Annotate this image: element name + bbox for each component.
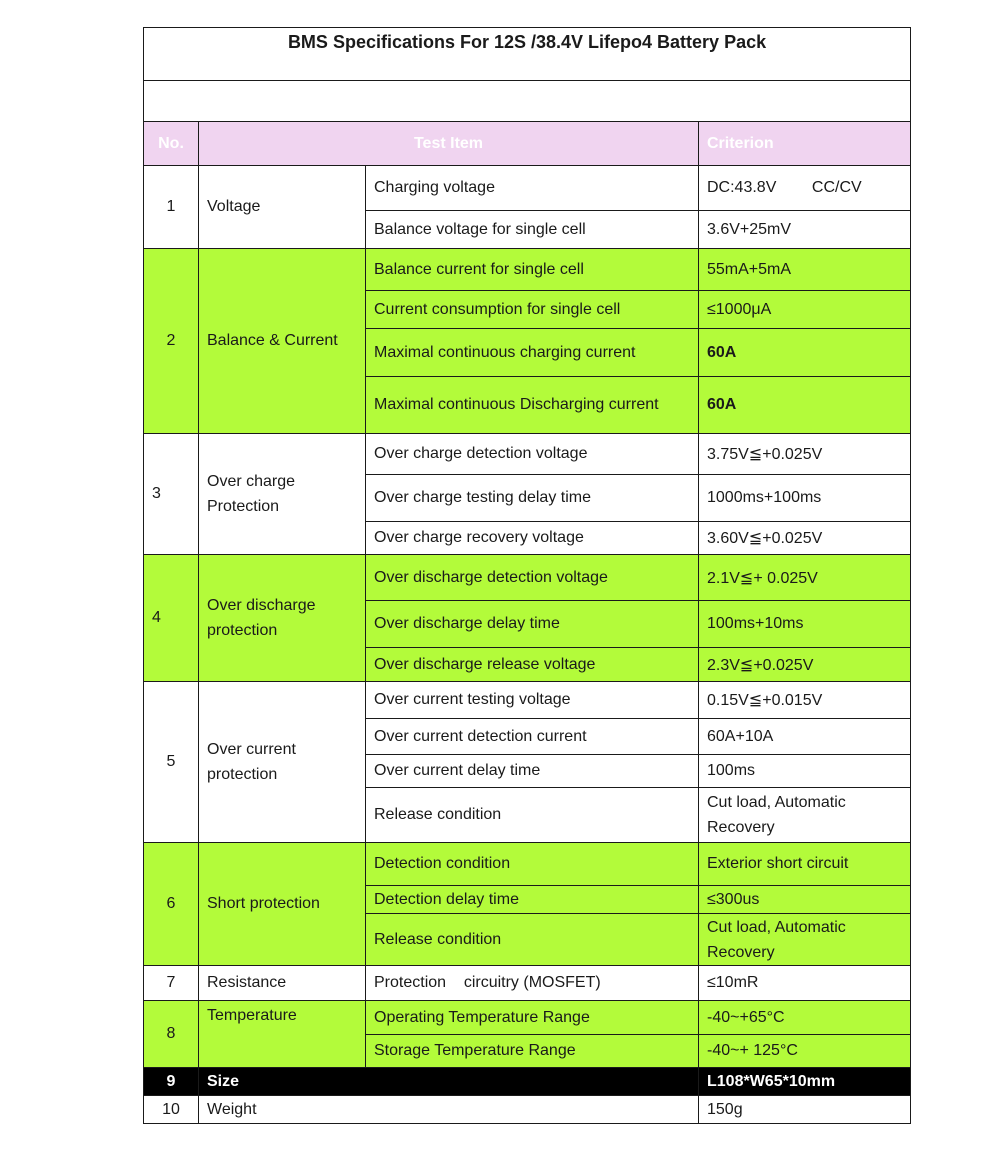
- criterion: 3.75V≦+0.025V: [699, 434, 911, 475]
- test-item: Maximal continuous charging current: [366, 329, 699, 377]
- row-number: 2: [144, 249, 199, 434]
- table-row: [144, 166, 911, 211]
- row-number: 7: [144, 966, 199, 1001]
- test-item: Over charge recovery voltage: [366, 522, 699, 555]
- table-row: [144, 555, 911, 601]
- criterion: 3.60V≦+0.025V: [699, 522, 911, 555]
- row-group: Size: [199, 1068, 699, 1096]
- criterion: Cut load, Automatic Recovery: [699, 788, 911, 843]
- test-item: Over discharge delay time: [366, 601, 699, 648]
- blank-row: [144, 81, 911, 122]
- criterion: 2.3V≦+0.025V: [699, 648, 911, 682]
- criterion: Exterior short circuit: [699, 843, 911, 886]
- table-row: [144, 249, 911, 291]
- row-group: Over discharge protection: [199, 555, 366, 682]
- row-number: 1: [144, 166, 199, 249]
- table-title: BMS Specifications For 12S /38.4V Lifepo4 Battery Pack: [144, 28, 911, 81]
- criterion: -40~+65°C: [699, 1001, 911, 1035]
- row-group: Voltage: [199, 166, 366, 249]
- row-number: 8: [144, 1001, 199, 1068]
- criterion: 60A+10A: [699, 719, 911, 755]
- test-item: Detection condition: [366, 843, 699, 886]
- criterion: 0.15V≦+0.015V: [699, 682, 911, 719]
- row-group: Over current protection: [199, 682, 366, 843]
- test-item: Operating Temperature Range: [366, 1001, 699, 1035]
- test-item: Over current delay time: [366, 755, 699, 788]
- test-item: Detection delay time: [366, 886, 699, 914]
- bms-spec-table: [143, 27, 911, 1124]
- row-group: Short protection: [199, 843, 366, 966]
- test-item: Over discharge release voltage: [366, 648, 699, 682]
- row-number: 10: [144, 1096, 199, 1124]
- test-item: Over charge testing delay time: [366, 475, 699, 522]
- table-row: [144, 682, 911, 719]
- criterion: Cut load, Automatic Recovery: [699, 914, 911, 966]
- test-item: Balance voltage for single cell: [366, 211, 699, 249]
- test-item: Over current detection current: [366, 719, 699, 755]
- test-item: Over charge detection voltage: [366, 434, 699, 475]
- criterion: DC:43.8V CC/CV: [699, 166, 911, 211]
- criterion: 3.6V+25mV: [699, 211, 911, 249]
- test-item: Maximal continuous Discharging current: [366, 377, 699, 434]
- table-row: [144, 843, 911, 886]
- test-item: Release condition: [366, 914, 699, 966]
- test-item: Storage Temperature Range: [366, 1035, 699, 1068]
- criterion: ≤1000μA: [699, 291, 911, 329]
- row-group: Temperature: [199, 1001, 366, 1068]
- test-item: Balance current for single cell: [366, 249, 699, 291]
- criterion: ≤10mR: [699, 966, 911, 1001]
- row-group: Balance & Current: [199, 249, 366, 434]
- criterion: 55mA+5mA: [699, 249, 911, 291]
- header-criterion: Criterion: [699, 122, 911, 166]
- row-group: Weight: [199, 1096, 699, 1124]
- header-test-item: Test Item: [199, 122, 699, 166]
- criterion: ≤300us: [699, 886, 911, 914]
- test-item: Over discharge detection voltage: [366, 555, 699, 601]
- row-number: 3: [144, 434, 199, 555]
- row-number: 5: [144, 682, 199, 843]
- criterion: -40~+ 125°C: [699, 1035, 911, 1068]
- criterion: 2.1V≦+ 0.025V: [699, 555, 911, 601]
- row-group: Over charge Protection: [199, 434, 366, 555]
- table-row: [144, 434, 911, 475]
- table-row: [144, 966, 911, 1001]
- criterion: 1000ms+100ms: [699, 475, 911, 522]
- test-item: Current consumption for single cell: [366, 291, 699, 329]
- test-item: Protection circuitry (MOSFET): [366, 966, 699, 1001]
- criterion: 60A: [699, 329, 911, 377]
- row-number: 4: [144, 555, 199, 682]
- test-item: Over current testing voltage: [366, 682, 699, 719]
- criterion: 100ms+10ms: [699, 601, 911, 648]
- criterion: 100ms: [699, 755, 911, 788]
- table-row: [144, 1096, 911, 1124]
- test-item: Release condition: [366, 788, 699, 843]
- header-no: No.: [144, 122, 199, 166]
- table-row: [144, 1001, 911, 1035]
- row-group: Resistance: [199, 966, 366, 1001]
- criterion: L108*W65*10mm: [699, 1068, 911, 1096]
- test-item: Charging voltage: [366, 166, 699, 211]
- criterion: 150g: [699, 1096, 911, 1124]
- row-number: 9: [144, 1068, 199, 1096]
- criterion: 60A: [699, 377, 911, 434]
- row-number: 6: [144, 843, 199, 966]
- table-row: [144, 1068, 911, 1096]
